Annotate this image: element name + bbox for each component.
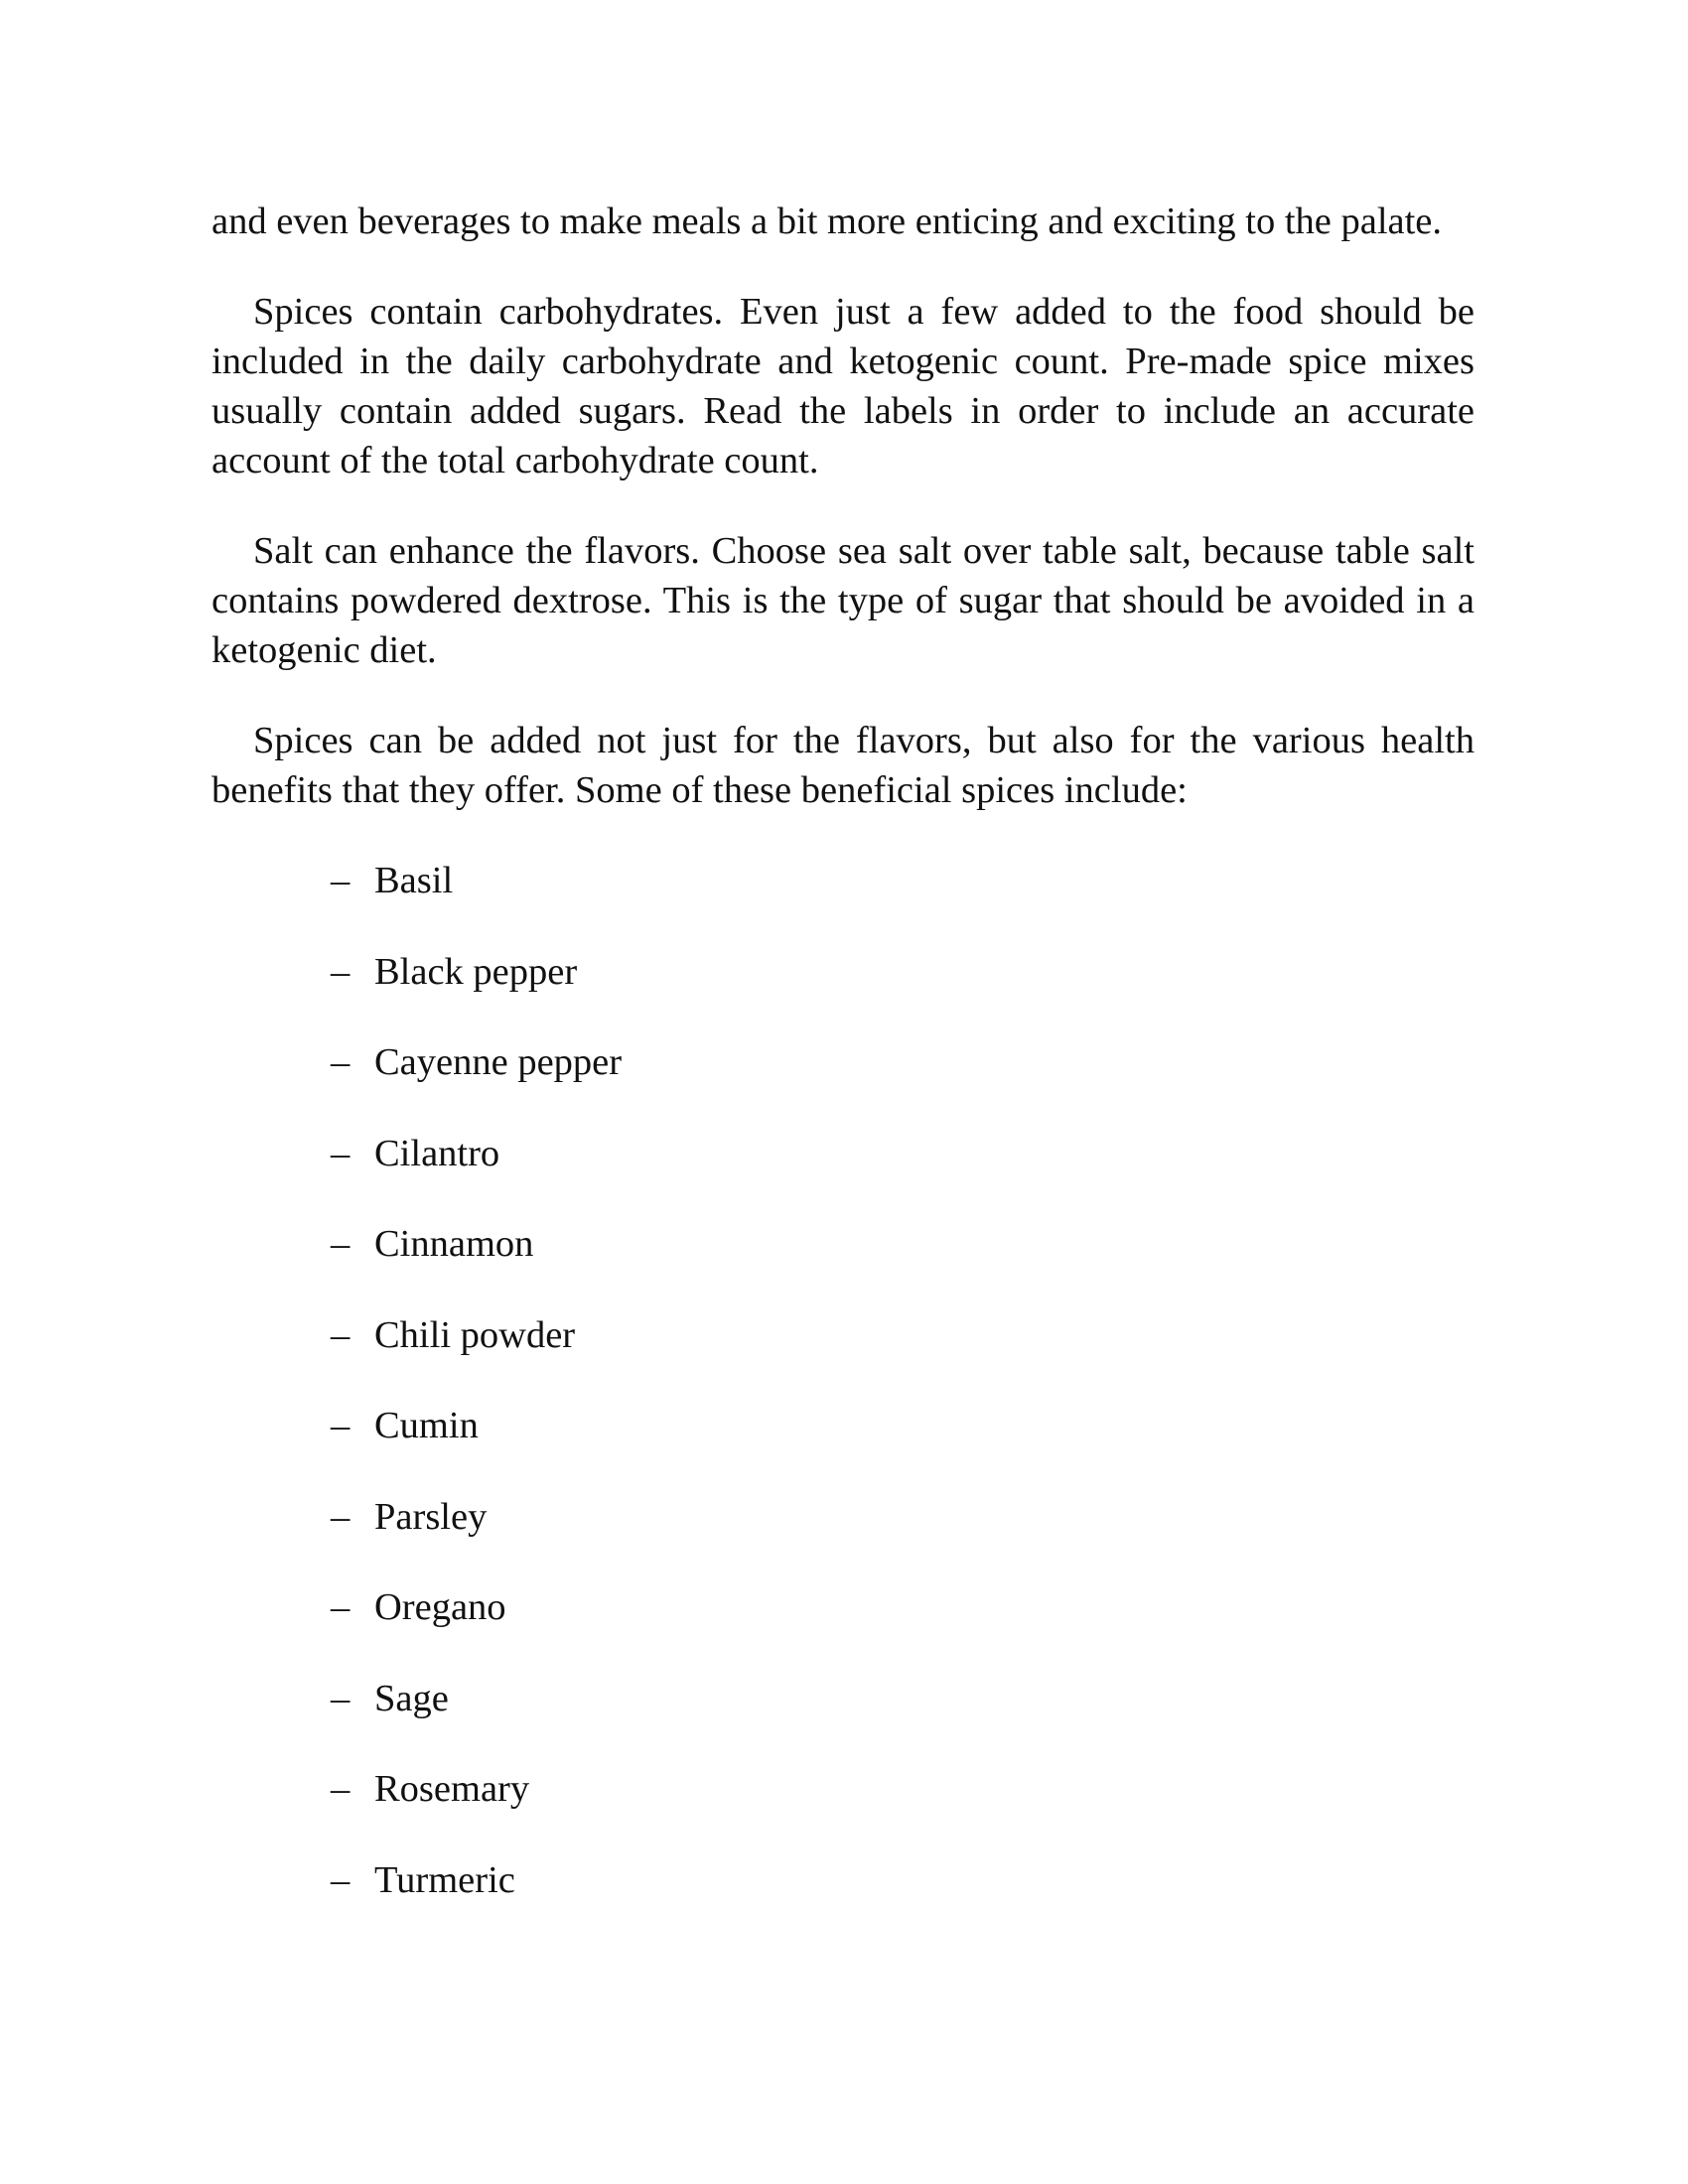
list-item-text: Cayenne pepper	[374, 1041, 623, 1083]
list-dash: –	[331, 950, 351, 993]
list-item-text: Cumin	[374, 1405, 479, 1446]
list-dash: –	[331, 1041, 351, 1083]
list-item	[331, 1219, 1475, 1269]
list-item-text: Chili powder	[374, 1313, 576, 1356]
list-dash: –	[331, 1223, 351, 1265]
list-dash: –	[331, 1858, 351, 1901]
list-dash: –	[331, 1132, 351, 1174]
list-item	[331, 1129, 1475, 1178]
list-dash: –	[331, 1313, 351, 1356]
list-item-text: Black pepper	[374, 950, 578, 993]
paragraph-salt: Salt can enhance the flavors. Choose sea salt over table salt, because table salt contains powdered dextrose. This is the type of sugar that should be avoided in a ketogenic diet.	[211, 530, 1475, 671]
list-dash: –	[331, 1405, 351, 1446]
list-item-text: Sage	[374, 1677, 449, 1719]
list-item	[331, 1037, 1475, 1087]
list-item-text: Cinnamon	[374, 1223, 534, 1265]
list-item-text: Basil	[374, 860, 454, 901]
list-item	[331, 1310, 1475, 1360]
list-item-text: Cilantro	[374, 1132, 500, 1174]
list-item	[331, 1855, 1475, 1905]
text-column	[211, 197, 1475, 1946]
list-item	[331, 856, 1475, 905]
list-dash: –	[331, 1586, 351, 1628]
paragraph-carbohydrates: Spices contain carbohydrates. Even just a few added to the food should be included in the daily carbohydrate and ketogenic count. Pre-made spice mixes usually contain added sugars. Read the labels in order to include an accurate account of the total carbohydrate count.	[211, 291, 1475, 481]
list-item	[331, 1582, 1475, 1632]
paragraph-continuation: and even beverages to make meals a bit more enticing and exciting to the palate.	[211, 201, 1443, 242]
list-item	[331, 1401, 1475, 1450]
list-dash: –	[331, 1768, 351, 1810]
list-item	[331, 1764, 1475, 1814]
list-item-text: Parsley	[374, 1495, 488, 1538]
list-item-text: Turmeric	[374, 1858, 515, 1901]
list-item	[331, 1492, 1475, 1542]
list-dash: –	[331, 860, 351, 901]
list-item-text: Oregano	[374, 1586, 506, 1628]
list-dash: –	[331, 1677, 351, 1719]
paragraph-health-benefits: Spices can be added not just for the flavors, but also for the various health benefits that they offer. Some of these beneficial spices include:	[211, 720, 1475, 811]
list-dash: –	[331, 1495, 351, 1538]
list-item	[331, 1674, 1475, 1723]
spice-list	[211, 856, 1475, 1905]
list-item	[331, 947, 1475, 997]
list-item-text: Rosemary	[374, 1768, 530, 1810]
